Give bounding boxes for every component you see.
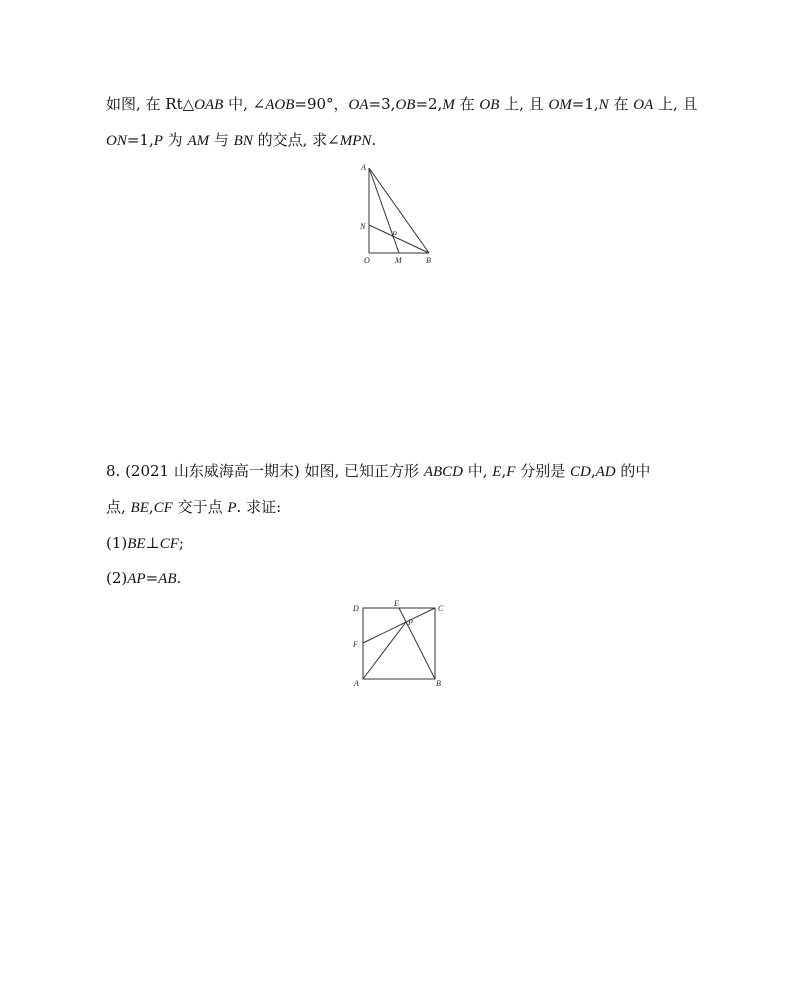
math-variable: OA [633, 97, 654, 113]
text-run: =1, [126, 131, 154, 149]
q7-text-line-2 [106, 130, 376, 151]
math-variable: F [506, 464, 516, 480]
text-run: 的交点, 求∠ [252, 131, 340, 149]
math-variable: MPN [339, 133, 372, 149]
square-abcd [363, 608, 435, 679]
text-run: ⊥ [145, 534, 160, 552]
math-variable: AB [158, 571, 177, 587]
math-variable: BE [127, 536, 146, 552]
text-run: 中, ∠ [223, 95, 266, 113]
text-run: 上, 且 [653, 95, 698, 113]
text-run: 8. (2021 山东威海高一期末) 如图, 已知正方形 [106, 462, 424, 480]
q8-text-line-4 [106, 568, 181, 589]
math-variable: AD [595, 464, 616, 480]
text-run: 在 [454, 95, 480, 113]
text-run: =90°， [294, 95, 349, 113]
text-run: ; [178, 534, 184, 552]
text-run: . [371, 131, 377, 149]
text-run: . 求证: [236, 498, 282, 516]
label-e: E [394, 599, 399, 608]
q8-text-line-2 [106, 497, 281, 518]
text-run: 如图, 在 Rt△ [106, 95, 195, 113]
math-variable: CF [159, 536, 179, 552]
math-variable: OAB [194, 97, 224, 113]
math-variable: AM [187, 133, 210, 149]
text-run: 中, [462, 462, 493, 480]
math-variable: OB [395, 97, 416, 113]
text-run: 分别是 [515, 462, 570, 480]
text-run: = [145, 569, 159, 587]
segment-ab [369, 168, 429, 253]
math-variable: BE [130, 500, 149, 516]
text-run: 与 [209, 131, 234, 149]
math-variable: CF [153, 500, 173, 516]
segment-cf [363, 608, 435, 643]
math-variable: BN [233, 133, 253, 149]
math-variable: P [227, 500, 237, 516]
q7-triangle-figure [358, 160, 438, 265]
label-p: P [392, 230, 397, 239]
math-variable: ABCD [423, 464, 463, 480]
label-a: A [354, 679, 359, 688]
label-p: P [408, 618, 413, 627]
text-run: 上, 且 [499, 95, 549, 113]
label-f: F [353, 640, 358, 649]
text-run: =2, [415, 95, 443, 113]
label-d: D [353, 604, 359, 613]
label-o: O [364, 256, 370, 265]
q7-text-line-1 [106, 94, 698, 115]
math-variable: ON [106, 133, 127, 149]
text-run: =3, [368, 95, 396, 113]
segment-bn [369, 225, 429, 253]
q8-text-line-1 [106, 461, 650, 482]
text-run: , [501, 462, 507, 480]
math-variable: CD [569, 464, 591, 480]
text-run: , [148, 498, 154, 516]
text-run: 在 [608, 95, 634, 113]
math-variable: OM [548, 97, 572, 113]
q8-text-line-3 [106, 533, 184, 554]
text-run: . [176, 569, 182, 587]
text-run: =1, [571, 95, 599, 113]
text-run: 的中 [615, 462, 651, 480]
segment-be [399, 608, 435, 679]
label-b: B [426, 256, 431, 265]
math-variable: OB [479, 97, 500, 113]
text-run: 点, [106, 498, 131, 516]
text-run: , [590, 462, 596, 480]
segment-ap [363, 622, 406, 679]
label-c: C [438, 604, 444, 613]
math-variable: OA [348, 97, 369, 113]
math-variable: P [153, 133, 163, 149]
math-variable: AOB [265, 97, 295, 113]
label-n: N [360, 222, 366, 231]
q8-square-figure [350, 600, 450, 690]
label-b: B [436, 679, 441, 688]
math-variable: N [598, 97, 609, 113]
math-variable: AP [127, 571, 146, 587]
math-variable: M [442, 97, 455, 113]
text-run: (2) [106, 569, 128, 587]
text-run: 交于点 [172, 498, 228, 516]
text-run: (1) [106, 534, 128, 552]
text-run: 为 [162, 131, 188, 149]
math-variable: E [492, 464, 502, 480]
segment-am [369, 168, 399, 253]
label-a: A [361, 163, 366, 172]
label-m: M [395, 256, 402, 265]
